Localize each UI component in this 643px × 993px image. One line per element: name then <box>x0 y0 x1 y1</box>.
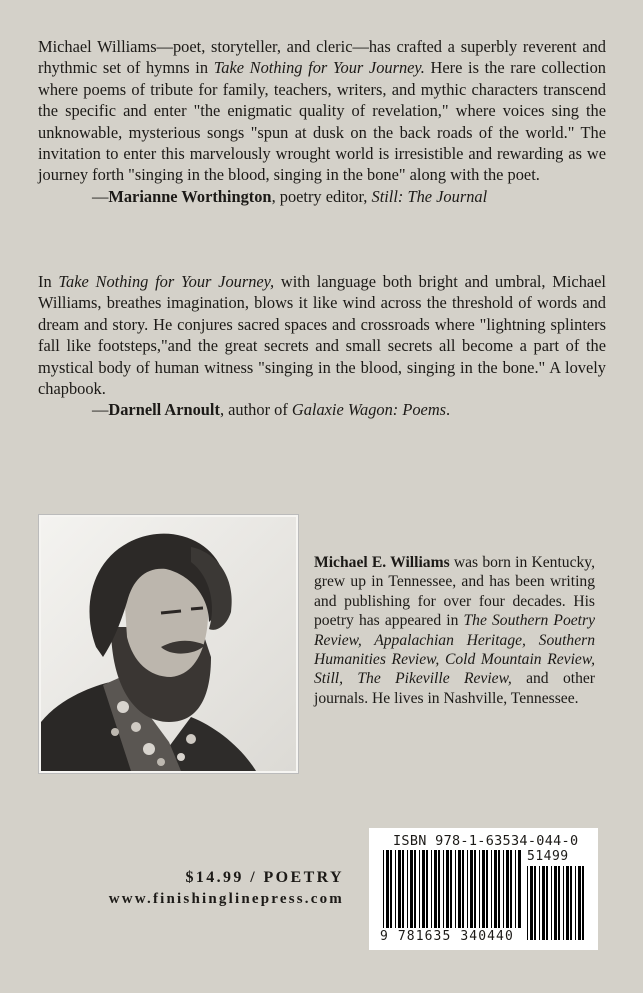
barcode-bar <box>414 850 416 928</box>
blurb-attribution <box>38 186 606 207</box>
barcode-bar <box>486 850 488 928</box>
attribution-name: Darnell Arnoult <box>108 400 220 420</box>
barcode-bar <box>455 850 456 928</box>
barcode-bar <box>431 850 432 928</box>
bio-text <box>314 553 595 708</box>
barcode-bar <box>383 850 384 928</box>
barcode-bar <box>494 850 497 928</box>
barcode-bar <box>530 866 533 940</box>
blurb-text <box>38 271 606 399</box>
author-photo <box>38 514 299 774</box>
barcode-bar <box>578 866 581 940</box>
attribution-publication: Galaxie Wagon: Poems <box>291 400 447 420</box>
barcode-bar <box>498 850 500 928</box>
barcode-bar <box>474 850 476 928</box>
blurb-text-part: Here is the rare collection where poems of tribute for family, teachers, writers, and mythic characters transcend the specific and enter "the enigmatic quality of revelation," where voices sing the unknowable, mysterious songs "spun at dusk on the back roads of the world." The invitation to enter this marvelously wrought world is irresistible and rewarding as we journey forth "singing in the blood, singing in the bone" along with the poet. <box>38 58 606 185</box>
barcode-bar <box>570 866 572 940</box>
attribution-name: Marianne Worthington <box>108 186 272 206</box>
book-title: Take Nothing for Your Journey. <box>213 58 425 78</box>
barcode-bar <box>434 850 437 928</box>
isbn-barcode <box>369 828 598 950</box>
barcode-bar <box>458 850 461 928</box>
barcode-bar <box>503 850 504 928</box>
barcode-bar <box>510 850 512 928</box>
bio-text-part: and other journals. He lives in Nashville, Tennessee. <box>314 670 595 707</box>
author-portrait-image <box>41 517 296 771</box>
publisher-url: www.finishinglinepress.com <box>108 891 344 907</box>
barcode-bar <box>467 850 468 928</box>
blurb-text-part: Michael Williams—poet, storyteller, and cleric—has crafted a superbly reverent and rhythmic set of hymns in <box>38 37 606 78</box>
blurb-text-part: with language both bright and umbral, Michael Williams, breathes imagination, blows it like wind across the threshold of words and dream and story. He conjures sacred spaces and crossroads where "lightning splinters fall like footsteps,"and the great secrets and small secrets all become a part of the mystical body of human witness "singing in the blood, singing in the bone." A lovely chapbook. <box>38 272 606 399</box>
price-code: 51499 <box>527 849 569 864</box>
em-dash: — <box>92 400 109 420</box>
barcode-bar <box>426 850 428 928</box>
barcode-bar <box>558 866 560 940</box>
barcode-bar <box>402 850 404 928</box>
blurb-arnoult <box>38 271 606 421</box>
isbn-number: ISBN 978-1-63534-044-0 <box>393 833 579 849</box>
barcode-bar <box>518 850 521 928</box>
blurb-text <box>38 36 606 186</box>
barcode-bar <box>582 866 584 940</box>
barcode-bar <box>542 866 545 940</box>
author-bio <box>314 553 595 708</box>
attribution-role: , poetry editor, <box>271 186 372 206</box>
barcode-bar <box>479 850 480 928</box>
barcode-bar <box>386 850 389 928</box>
barcode-bar <box>515 850 516 928</box>
barcode-bar <box>443 850 444 928</box>
barcode-bar <box>506 850 509 928</box>
barcode-bar <box>395 850 396 928</box>
barcode-bar <box>470 850 473 928</box>
price-category: $14.99 / POETRY <box>185 869 344 886</box>
bio-text-part: was born in Kentucky, grew up in Tennessee, and has been writing and publishing for over four decades. His poetry has appeared in <box>314 554 595 630</box>
barcode-bar <box>539 866 540 940</box>
barcode-bar <box>491 850 492 928</box>
barcode-bar <box>527 866 528 940</box>
barcode-bar <box>546 866 548 940</box>
barcode-bar <box>438 850 440 928</box>
em-dash: — <box>92 186 109 206</box>
barcode-bar <box>410 850 413 928</box>
barcode-bar <box>566 866 569 940</box>
barcode-bar <box>398 850 401 928</box>
barcode-bar <box>563 866 564 940</box>
attribution-publication: Still: The Journal <box>371 186 488 206</box>
barcode-bar <box>482 850 485 928</box>
barcode-bar <box>446 850 449 928</box>
blurb-text-part: In <box>38 272 59 291</box>
book-title: Take Nothing for Your Journey, <box>58 272 275 291</box>
barcode-bar <box>575 866 576 940</box>
barcode-bar <box>390 850 392 928</box>
barcode-bar <box>554 866 557 940</box>
barcode-bar <box>534 866 536 940</box>
barcode-bar <box>551 866 552 940</box>
barcode-bar <box>407 850 408 928</box>
attribution-end: . <box>446 400 451 420</box>
barcode-bar <box>422 850 425 928</box>
barcode-bar <box>450 850 452 928</box>
blurb-worthington <box>38 36 606 207</box>
blurb-attribution <box>38 399 606 420</box>
author-name: Michael E. Williams <box>314 554 450 571</box>
barcode-bar <box>419 850 420 928</box>
attribution-role: , author of <box>219 400 292 420</box>
ean-digits: 9 781635 340440 <box>380 929 514 944</box>
barcode-bar <box>462 850 464 928</box>
journal-list: The Southern Poetry Review, Appalachian Heritage, Southern Humanities Review, Cold Mountain Review, Still, The Pikeville Review, <box>314 612 595 688</box>
